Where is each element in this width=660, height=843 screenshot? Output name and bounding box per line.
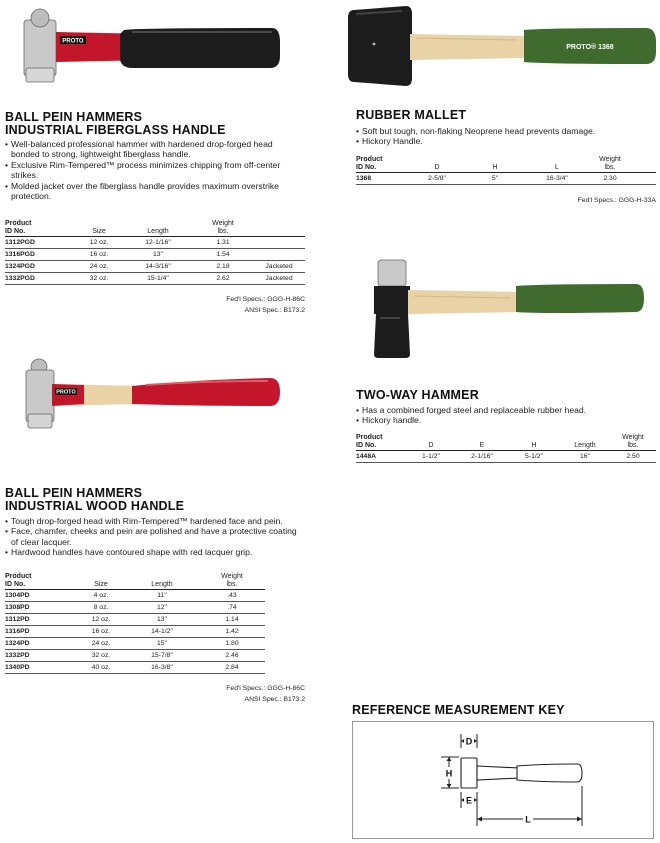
fiberglass-spec-table [5,220,305,285]
fiberglass-spec-notes [150,294,305,316]
length: 13" [123,249,193,261]
product-id: 1316PD [5,626,77,638]
size: 24 oz. [75,261,123,273]
size: 4 oz. [77,590,125,602]
table-row [356,173,656,185]
fiberglass-title-line2: INDUSTRIAL FIBERGLASS HANDLE [5,123,226,137]
weight: 2.46 [199,650,265,662]
col-weight: Weight [622,434,644,441]
mallet-bullet: • Hickory Handle. [356,136,656,146]
size: 12 oz. [75,237,123,249]
weight: 2.50 [610,451,656,463]
table-row [5,273,305,285]
table-row [5,638,265,650]
mallet-handle-print: PROTO® 1368 [566,44,614,51]
weight: 2.84 [199,662,265,674]
size: 12 oz. [77,614,125,626]
fed-spec: Fed'l Specs.: GGG-H-86C [226,685,305,692]
col-id-no: ID No. [5,228,75,237]
label-l: L [525,814,531,825]
ansi-spec: ANSI Spec.: B173.2 [244,696,305,703]
mallet-bullet: • Soft but tough, non-flaking Neoprene head prevents damage. [356,126,656,136]
col-id-no: ID No. [356,442,406,451]
table-row [5,662,265,674]
weight: .43 [199,590,265,602]
wood-spec-notes [150,683,305,705]
weight: 1.14 [199,614,265,626]
d-value: 2-5/8" [410,173,464,185]
col-size: Size [77,581,125,590]
note [253,249,305,261]
col-product: Product [356,434,383,441]
col-lbs: lbs. [610,442,656,451]
col-lbs: lbs. [588,164,632,173]
table-row [5,626,265,638]
size: 40 oz. [77,662,125,674]
col-d: D [410,164,464,173]
wood-bullets [5,516,305,558]
fiberglass-bullet: • Well-balanced professional hammer with hardened drop-forged head bonded to strong, lightweight fiberglass handle. [5,139,285,160]
two-way-hammer-image [370,256,646,360]
col-length: Length [560,442,610,451]
col-id-no: ID No. [356,164,410,173]
size: 32 oz. [77,650,125,662]
weight: 1.54 [193,249,253,261]
e-value: 2-1/16" [456,451,508,463]
size: 16 oz. [75,249,123,261]
wood-title-line1: BALL PEIN HAMMERS [5,486,143,500]
wood-bullet: • Face, chamfer, cheeks and pein are polished and have a protective coating of clear lacquer. [5,526,305,547]
size: 8 oz. [77,602,125,614]
weight: 2.18 [193,261,253,273]
product-id: 1308PD [5,602,77,614]
fiberglass-ball-pein-hammer-image [20,6,282,86]
table-row [5,249,305,261]
col-id-no: ID No. [5,581,77,590]
handle-brand-print: PROTO [62,38,84,45]
product-id: 1448A [356,451,406,463]
product-id: 1316PGD [5,249,75,261]
length-value: 16" [560,451,610,463]
two-way-hammer-title: TWO-WAY HAMMER [356,388,479,402]
col-weight: Weight [221,573,243,580]
length: 16-3/8" [125,662,199,674]
product-id: 1324PD [5,638,77,650]
wood-title-line2: INDUSTRIAL WOOD HANDLE [5,499,185,513]
h-value: 5" [464,173,526,185]
d-value: 1-1/2" [406,451,456,463]
table-row [5,237,305,249]
product-id: 1340PD [5,662,77,674]
wood-ball-pein-hammer-image [22,358,282,434]
product-id: 1332PD [5,650,77,662]
col-size: Size [75,228,123,237]
rubber-mallet-bullets [356,126,656,147]
product-id: 1368 [356,173,410,185]
product-id: 1304PD [5,590,77,602]
table-row [5,590,265,602]
col-lbs: lbs. [199,581,265,590]
wood-title [5,487,184,513]
col-product: Product [5,573,32,580]
table-row [5,261,305,273]
length: 11" [125,590,199,602]
fiberglass-bullet: • Exclusive Rim-Tempered™ process minimizes chipping from off-center strikes. [5,160,285,181]
length: 12" [125,602,199,614]
length: 15-1/4" [123,273,193,285]
two-way-spec-table [356,434,656,463]
h-value: 5-1/2" [508,451,560,463]
reference-key-diagram [352,721,654,839]
col-weight: Weight [599,156,621,163]
length: 15" [125,638,199,650]
col-h: H [508,442,560,451]
weight: 2.62 [193,273,253,285]
mallet-fed-spec: Fed'l Specs.: GGG-H-33A [577,197,656,204]
col-product: Product [5,220,32,227]
handle-brand-print: PROTO [56,389,76,396]
col-product: Product [356,156,383,163]
weight: 1.42 [199,626,265,638]
length: 15-7/8" [125,650,199,662]
length: 14-3/16" [123,261,193,273]
product-id: 1312PGD [5,237,75,249]
length: 13" [125,614,199,626]
rubber-mallet-title: RUBBER MALLET [356,108,467,122]
table-row [356,451,656,463]
table-row [5,650,265,662]
col-e: E [456,442,508,451]
rubber-mallet-image [346,4,658,88]
weight: 1.80 [199,638,265,650]
two-way-bullets [356,405,656,426]
label-h: H [445,768,453,779]
size: 24 oz. [77,638,125,650]
fiberglass-title-line1: BALL PEIN HAMMERS [5,110,143,124]
note [253,237,305,249]
length: 14-1/2" [125,626,199,638]
fiberglass-bullets [5,139,285,201]
fiberglass-title [5,111,226,137]
col-l: L [526,164,588,173]
two-way-bullet: • Hickory handle. [356,415,656,425]
fiberglass-bullet: • Molded jacket over the fiberglass handle provides maximum overstrike protection. [5,181,285,202]
label-e: E [465,795,473,806]
weight: 2.30 [588,173,632,185]
product-id: 1324PGD [5,261,75,273]
l-value: 16-3/4" [526,173,588,185]
reference-key-title: REFERENCE MEASUREMENT KEY [352,703,565,717]
col-length: Length [125,581,199,590]
note: Jacketed [253,261,305,273]
table-row [5,614,265,626]
wood-bullet: • Hardwood handles have contoured shape with red lacquer grip. [5,547,305,557]
two-way-bullet: • Has a combined forged steel and replaceable rubber head. [356,405,656,415]
table-row [5,602,265,614]
measurement-diagram-svg [353,722,653,838]
col-h: H [464,164,526,173]
rubber-mallet-spec-table [356,156,656,185]
weight: 1.31 [193,237,253,249]
size: 16 oz. [77,626,125,638]
note: Jacketed [253,273,305,285]
ansi-spec: ANSI Spec.: B173.2 [244,307,305,314]
col-weight: Weight [212,220,234,227]
size: 32 oz. [75,273,123,285]
length: 12-1/16" [123,237,193,249]
col-d: D [406,442,456,451]
col-lbs: lbs. [193,228,253,237]
weight: .74 [199,602,265,614]
product-id: 1312PD [5,614,77,626]
product-id: 1332PGD [5,273,75,285]
label-d: D [465,736,473,747]
wood-spec-table [5,573,265,674]
col-length: Length [123,228,193,237]
wood-bullet: • Tough drop-forged head with Rim-Tempered™ hardened face and pein. [5,516,305,526]
fed-spec: Fed'l Specs.: GGG-H-86C [226,296,305,303]
